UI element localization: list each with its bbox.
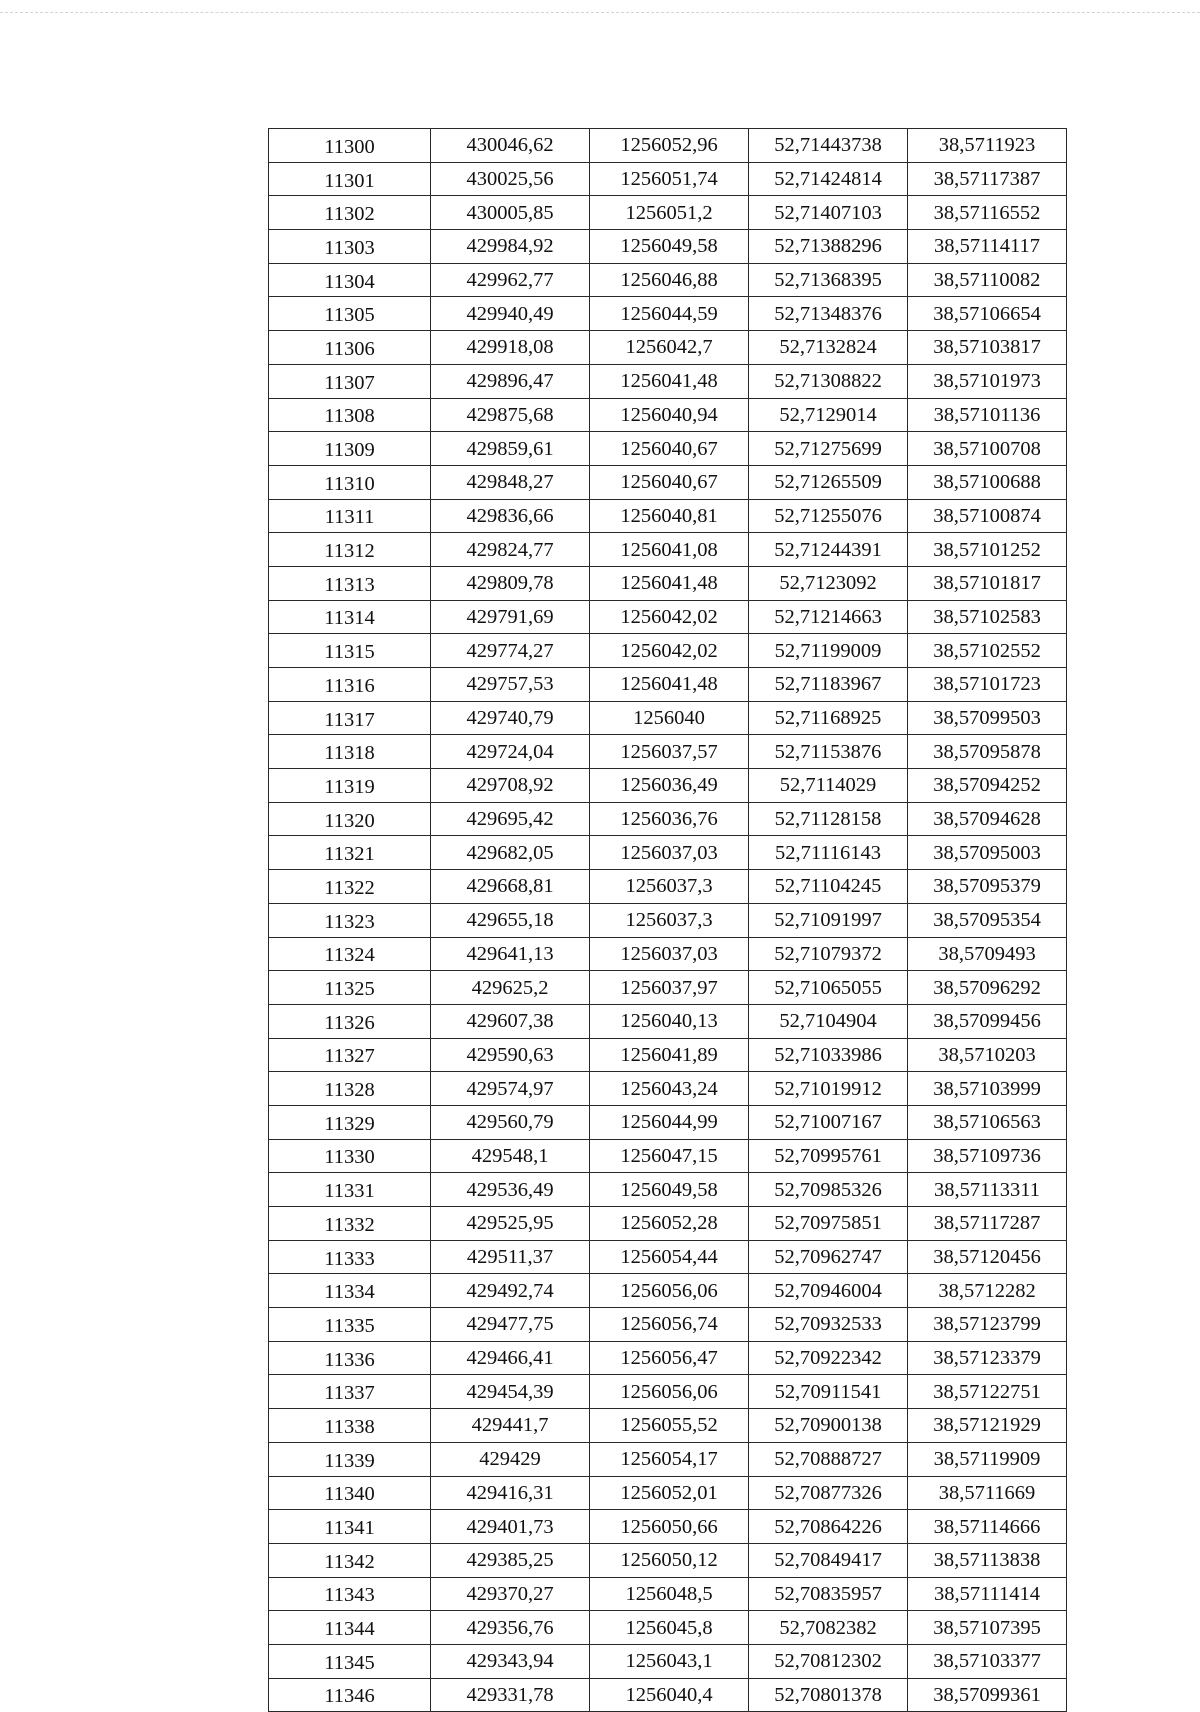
- longitude-cell: 38,57095878: [908, 735, 1067, 769]
- y-coordinate-cell: 1256051,74: [590, 162, 749, 196]
- y-coordinate-cell: 1256052,96: [590, 129, 749, 163]
- point-number-cell: 11341: [269, 1510, 431, 1544]
- longitude-cell: 38,57100874: [908, 499, 1067, 533]
- table-row: [269, 297, 1067, 331]
- x-coordinate-cell: 429560,79: [431, 1105, 590, 1139]
- point-number-cell: 11301: [269, 162, 431, 196]
- latitude-cell: 52,71275699: [749, 432, 908, 466]
- y-coordinate-cell: 1256040,67: [590, 432, 749, 466]
- point-number-cell: 11336: [269, 1341, 431, 1375]
- x-coordinate-cell: 429356,76: [431, 1611, 590, 1645]
- table-row: [269, 1308, 1067, 1342]
- table-row: [269, 196, 1067, 230]
- point-number-cell: 11344: [269, 1611, 431, 1645]
- x-coordinate-cell: 429824,77: [431, 533, 590, 567]
- point-number-cell: 11337: [269, 1375, 431, 1409]
- latitude-cell: 52,70932533: [749, 1308, 908, 1342]
- table-row: [269, 398, 1067, 432]
- table-row: [269, 533, 1067, 567]
- point-number-cell: 11324: [269, 937, 431, 971]
- longitude-cell: 38,57095354: [908, 903, 1067, 937]
- point-number-cell: 11304: [269, 263, 431, 297]
- table-row: [269, 364, 1067, 398]
- longitude-cell: 38,57101136: [908, 398, 1067, 432]
- table-row: [269, 1543, 1067, 1577]
- y-coordinate-cell: 1256056,06: [590, 1274, 749, 1308]
- x-coordinate-cell: 429548,1: [431, 1139, 590, 1173]
- y-coordinate-cell: 1256041,48: [590, 364, 749, 398]
- y-coordinate-cell: 1256043,24: [590, 1072, 749, 1106]
- table-row: [269, 432, 1067, 466]
- point-number-cell: 11335: [269, 1308, 431, 1342]
- table-row: [269, 701, 1067, 735]
- x-coordinate-cell: 429385,25: [431, 1543, 590, 1577]
- longitude-cell: 38,57119909: [908, 1442, 1067, 1476]
- table-row: [269, 1038, 1067, 1072]
- point-number-cell: 11326: [269, 1004, 431, 1038]
- y-coordinate-cell: 1256049,58: [590, 1173, 749, 1207]
- point-number-cell: 11308: [269, 398, 431, 432]
- longitude-cell: 38,57117387: [908, 162, 1067, 196]
- x-coordinate-cell: 429836,66: [431, 499, 590, 533]
- longitude-cell: 38,57100688: [908, 465, 1067, 499]
- table-row: [269, 769, 1067, 803]
- x-coordinate-cell: 429848,27: [431, 465, 590, 499]
- point-number-cell: 11327: [269, 1038, 431, 1072]
- table-row: [269, 1375, 1067, 1409]
- table-row: [269, 971, 1067, 1005]
- point-number-cell: 11302: [269, 196, 431, 230]
- latitude-cell: 52,71443738: [749, 129, 908, 163]
- table-row: [269, 903, 1067, 937]
- x-coordinate-cell: 429695,42: [431, 802, 590, 836]
- table-row: [269, 331, 1067, 365]
- longitude-cell: 38,57123799: [908, 1308, 1067, 1342]
- table-row: [269, 1611, 1067, 1645]
- latitude-cell: 52,70812302: [749, 1644, 908, 1678]
- point-number-cell: 11325: [269, 971, 431, 1005]
- x-coordinate-cell: 429331,78: [431, 1678, 590, 1712]
- table-row: [269, 1577, 1067, 1611]
- latitude-cell: 52,7129014: [749, 398, 908, 432]
- x-coordinate-cell: 430046,62: [431, 129, 590, 163]
- latitude-cell: 52,70888727: [749, 1442, 908, 1476]
- y-coordinate-cell: 1256041,48: [590, 668, 749, 702]
- point-number-cell: 11342: [269, 1543, 431, 1577]
- longitude-cell: 38,57114666: [908, 1510, 1067, 1544]
- x-coordinate-cell: 429708,92: [431, 769, 590, 803]
- longitude-cell: 38,57096292: [908, 971, 1067, 1005]
- table-row: [269, 1644, 1067, 1678]
- x-coordinate-cell: 429859,61: [431, 432, 590, 466]
- longitude-cell: 38,57109736: [908, 1139, 1067, 1173]
- latitude-cell: 52,70877326: [749, 1476, 908, 1510]
- point-number-cell: 11306: [269, 331, 431, 365]
- x-coordinate-cell: 430005,85: [431, 196, 590, 230]
- table-row: [269, 162, 1067, 196]
- latitude-cell: 52,70975851: [749, 1207, 908, 1241]
- table-row: [269, 1510, 1067, 1544]
- longitude-cell: 38,57101252: [908, 533, 1067, 567]
- table-row: [269, 1004, 1067, 1038]
- latitude-cell: 52,7082382: [749, 1611, 908, 1645]
- longitude-cell: 38,57094628: [908, 802, 1067, 836]
- table-row: [269, 263, 1067, 297]
- longitude-cell: 38,57095379: [908, 870, 1067, 904]
- longitude-cell: 38,57099503: [908, 701, 1067, 735]
- y-coordinate-cell: 1256055,52: [590, 1409, 749, 1443]
- table-row: [269, 735, 1067, 769]
- point-number-cell: 11314: [269, 600, 431, 634]
- latitude-cell: 52,70801378: [749, 1678, 908, 1712]
- latitude-cell: 52,71104245: [749, 870, 908, 904]
- latitude-cell: 52,71265509: [749, 465, 908, 499]
- longitude-cell: 38,5711669: [908, 1476, 1067, 1510]
- y-coordinate-cell: 1256037,03: [590, 836, 749, 870]
- latitude-cell: 52,71079372: [749, 937, 908, 971]
- latitude-cell: 52,71168925: [749, 701, 908, 735]
- table-row: [269, 937, 1067, 971]
- x-coordinate-cell: 429896,47: [431, 364, 590, 398]
- table-row: [269, 1240, 1067, 1274]
- x-coordinate-cell: 429791,69: [431, 600, 590, 634]
- x-coordinate-cell: 429774,27: [431, 634, 590, 668]
- table-row: [269, 870, 1067, 904]
- y-coordinate-cell: 1256040,67: [590, 465, 749, 499]
- longitude-cell: 38,57110082: [908, 263, 1067, 297]
- point-number-cell: 11311: [269, 499, 431, 533]
- latitude-cell: 52,7123092: [749, 566, 908, 600]
- point-number-cell: 11310: [269, 465, 431, 499]
- y-coordinate-cell: 1256050,66: [590, 1510, 749, 1544]
- longitude-cell: 38,5712282: [908, 1274, 1067, 1308]
- latitude-cell: 52,70946004: [749, 1274, 908, 1308]
- y-coordinate-cell: 1256048,5: [590, 1577, 749, 1611]
- latitude-cell: 52,7132824: [749, 331, 908, 365]
- point-number-cell: 11318: [269, 735, 431, 769]
- longitude-cell: 38,57106654: [908, 297, 1067, 331]
- y-coordinate-cell: 1256041,89: [590, 1038, 749, 1072]
- table-row: [269, 465, 1067, 499]
- y-coordinate-cell: 1256056,06: [590, 1375, 749, 1409]
- latitude-cell: 52,70985326: [749, 1173, 908, 1207]
- point-number-cell: 11319: [269, 769, 431, 803]
- y-coordinate-cell: 1256054,17: [590, 1442, 749, 1476]
- x-coordinate-cell: 429590,63: [431, 1038, 590, 1072]
- x-coordinate-cell: 429740,79: [431, 701, 590, 735]
- x-coordinate-cell: 429370,27: [431, 1577, 590, 1611]
- longitude-cell: 38,57103817: [908, 331, 1067, 365]
- y-coordinate-cell: 1256054,44: [590, 1240, 749, 1274]
- table-row: [269, 1139, 1067, 1173]
- latitude-cell: 52,71348376: [749, 297, 908, 331]
- longitude-cell: 38,5710203: [908, 1038, 1067, 1072]
- latitude-cell: 52,71368395: [749, 263, 908, 297]
- table-row: [269, 1274, 1067, 1308]
- y-coordinate-cell: 1256056,74: [590, 1308, 749, 1342]
- latitude-cell: 52,71214663: [749, 600, 908, 634]
- table-row: [269, 600, 1067, 634]
- latitude-cell: 52,71308822: [749, 364, 908, 398]
- longitude-cell: 38,57113311: [908, 1173, 1067, 1207]
- latitude-cell: 52,7114029: [749, 769, 908, 803]
- latitude-cell: 52,71065055: [749, 971, 908, 1005]
- x-coordinate-cell: 429757,53: [431, 668, 590, 702]
- point-number-cell: 11340: [269, 1476, 431, 1510]
- longitude-cell: 38,57099361: [908, 1678, 1067, 1712]
- x-coordinate-cell: 429641,13: [431, 937, 590, 971]
- point-number-cell: 11307: [269, 364, 431, 398]
- x-coordinate-cell: 429875,68: [431, 398, 590, 432]
- latitude-cell: 52,71033986: [749, 1038, 908, 1072]
- scan-top-rule: [0, 12, 1200, 13]
- point-number-cell: 11323: [269, 903, 431, 937]
- x-coordinate-cell: 429416,31: [431, 1476, 590, 1510]
- table-row: [269, 1207, 1067, 1241]
- point-number-cell: 11313: [269, 566, 431, 600]
- coordinates-table: [268, 128, 1067, 1712]
- y-coordinate-cell: 1256044,99: [590, 1105, 749, 1139]
- y-coordinate-cell: 1256037,03: [590, 937, 749, 971]
- longitude-cell: 38,57120456: [908, 1240, 1067, 1274]
- table-row: [269, 668, 1067, 702]
- longitude-cell: 38,57101973: [908, 364, 1067, 398]
- longitude-cell: 38,57107395: [908, 1611, 1067, 1645]
- latitude-cell: 52,71091997: [749, 903, 908, 937]
- x-coordinate-cell: 429655,18: [431, 903, 590, 937]
- point-number-cell: 11345: [269, 1644, 431, 1678]
- x-coordinate-cell: 429343,94: [431, 1644, 590, 1678]
- y-coordinate-cell: 1256037,57: [590, 735, 749, 769]
- point-number-cell: 11317: [269, 701, 431, 735]
- point-number-cell: 11333: [269, 1240, 431, 1274]
- table-row: [269, 499, 1067, 533]
- x-coordinate-cell: 429492,74: [431, 1274, 590, 1308]
- x-coordinate-cell: 429441,7: [431, 1409, 590, 1443]
- point-number-cell: 11309: [269, 432, 431, 466]
- longitude-cell: 38,57106563: [908, 1105, 1067, 1139]
- y-coordinate-cell: 1256040,94: [590, 398, 749, 432]
- point-number-cell: 11303: [269, 230, 431, 264]
- longitude-cell: 38,57103377: [908, 1644, 1067, 1678]
- y-coordinate-cell: 1256037,3: [590, 870, 749, 904]
- longitude-cell: 38,57121929: [908, 1409, 1067, 1443]
- longitude-cell: 38,57116552: [908, 196, 1067, 230]
- x-coordinate-cell: 429525,95: [431, 1207, 590, 1241]
- x-coordinate-cell: 429625,2: [431, 971, 590, 1005]
- y-coordinate-cell: 1256036,49: [590, 769, 749, 803]
- y-coordinate-cell: 1256049,58: [590, 230, 749, 264]
- x-coordinate-cell: 429536,49: [431, 1173, 590, 1207]
- y-coordinate-cell: 1256052,01: [590, 1476, 749, 1510]
- y-coordinate-cell: 1256040,81: [590, 499, 749, 533]
- table-row: [269, 1476, 1067, 1510]
- longitude-cell: 38,57094252: [908, 769, 1067, 803]
- longitude-cell: 38,5709493: [908, 937, 1067, 971]
- coordinates-table-body: [269, 129, 1067, 1712]
- latitude-cell: 52,71199009: [749, 634, 908, 668]
- point-number-cell: 11346: [269, 1678, 431, 1712]
- latitude-cell: 52,71153876: [749, 735, 908, 769]
- table-row: [269, 1678, 1067, 1712]
- y-coordinate-cell: 1256044,59: [590, 297, 749, 331]
- table-row: [269, 1072, 1067, 1106]
- y-coordinate-cell: 1256047,15: [590, 1139, 749, 1173]
- y-coordinate-cell: 1256050,12: [590, 1543, 749, 1577]
- x-coordinate-cell: 429809,78: [431, 566, 590, 600]
- y-coordinate-cell: 1256037,3: [590, 903, 749, 937]
- latitude-cell: 52,70911541: [749, 1375, 908, 1409]
- x-coordinate-cell: 429574,97: [431, 1072, 590, 1106]
- x-coordinate-cell: 429682,05: [431, 836, 590, 870]
- y-coordinate-cell: 1256042,02: [590, 600, 749, 634]
- y-coordinate-cell: 1256052,28: [590, 1207, 749, 1241]
- y-coordinate-cell: 1256043,1: [590, 1644, 749, 1678]
- longitude-cell: 38,57111414: [908, 1577, 1067, 1611]
- y-coordinate-cell: 1256041,48: [590, 566, 749, 600]
- latitude-cell: 52,71019912: [749, 1072, 908, 1106]
- x-coordinate-cell: 429940,49: [431, 297, 590, 331]
- point-number-cell: 11331: [269, 1173, 431, 1207]
- table-row: [269, 1341, 1067, 1375]
- point-number-cell: 11338: [269, 1409, 431, 1443]
- point-number-cell: 11320: [269, 802, 431, 836]
- point-number-cell: 11328: [269, 1072, 431, 1106]
- x-coordinate-cell: 429724,04: [431, 735, 590, 769]
- y-coordinate-cell: 1256040: [590, 701, 749, 735]
- latitude-cell: 52,70922342: [749, 1341, 908, 1375]
- table-row: [269, 1173, 1067, 1207]
- x-coordinate-cell: 429454,39: [431, 1375, 590, 1409]
- x-coordinate-cell: 429918,08: [431, 331, 590, 365]
- latitude-cell: 52,71116143: [749, 836, 908, 870]
- latitude-cell: 52,7104904: [749, 1004, 908, 1038]
- x-coordinate-cell: 430025,56: [431, 162, 590, 196]
- x-coordinate-cell: 429401,73: [431, 1510, 590, 1544]
- y-coordinate-cell: 1256041,08: [590, 533, 749, 567]
- latitude-cell: 52,71183967: [749, 668, 908, 702]
- x-coordinate-cell: 429984,92: [431, 230, 590, 264]
- point-number-cell: 11339: [269, 1442, 431, 1476]
- table-row: [269, 836, 1067, 870]
- y-coordinate-cell: 1256036,76: [590, 802, 749, 836]
- longitude-cell: 38,57113838: [908, 1543, 1067, 1577]
- longitude-cell: 38,57100708: [908, 432, 1067, 466]
- latitude-cell: 52,71255076: [749, 499, 908, 533]
- point-number-cell: 11316: [269, 668, 431, 702]
- longitude-cell: 38,57102552: [908, 634, 1067, 668]
- x-coordinate-cell: 429511,37: [431, 1240, 590, 1274]
- point-number-cell: 11315: [269, 634, 431, 668]
- x-coordinate-cell: 429477,75: [431, 1308, 590, 1342]
- longitude-cell: 38,57123379: [908, 1341, 1067, 1375]
- y-coordinate-cell: 1256037,97: [590, 971, 749, 1005]
- longitude-cell: 38,57122751: [908, 1375, 1067, 1409]
- longitude-cell: 38,57095003: [908, 836, 1067, 870]
- latitude-cell: 52,71388296: [749, 230, 908, 264]
- latitude-cell: 52,71407103: [749, 196, 908, 230]
- longitude-cell: 38,5711923: [908, 129, 1067, 163]
- longitude-cell: 38,57117287: [908, 1207, 1067, 1241]
- point-number-cell: 11305: [269, 297, 431, 331]
- longitude-cell: 38,57101723: [908, 668, 1067, 702]
- longitude-cell: 38,57099456: [908, 1004, 1067, 1038]
- latitude-cell: 52,71128158: [749, 802, 908, 836]
- y-coordinate-cell: 1256051,2: [590, 196, 749, 230]
- y-coordinate-cell: 1256045,8: [590, 1611, 749, 1645]
- x-coordinate-cell: 429962,77: [431, 263, 590, 297]
- x-coordinate-cell: 429466,41: [431, 1341, 590, 1375]
- table-row: [269, 1105, 1067, 1139]
- latitude-cell: 52,70835957: [749, 1577, 908, 1611]
- longitude-cell: 38,57103999: [908, 1072, 1067, 1106]
- latitude-cell: 52,70849417: [749, 1543, 908, 1577]
- x-coordinate-cell: 429668,81: [431, 870, 590, 904]
- point-number-cell: 11300: [269, 129, 431, 163]
- latitude-cell: 52,70864226: [749, 1510, 908, 1544]
- point-number-cell: 11343: [269, 1577, 431, 1611]
- point-number-cell: 11329: [269, 1105, 431, 1139]
- table-row: [269, 802, 1067, 836]
- table-row: [269, 566, 1067, 600]
- y-coordinate-cell: 1256040,13: [590, 1004, 749, 1038]
- longitude-cell: 38,57101817: [908, 566, 1067, 600]
- longitude-cell: 38,57114117: [908, 230, 1067, 264]
- point-number-cell: 11330: [269, 1139, 431, 1173]
- y-coordinate-cell: 1256040,4: [590, 1678, 749, 1712]
- x-coordinate-cell: 429607,38: [431, 1004, 590, 1038]
- point-number-cell: 11322: [269, 870, 431, 904]
- table-row: [269, 230, 1067, 264]
- y-coordinate-cell: 1256056,47: [590, 1341, 749, 1375]
- latitude-cell: 52,71424814: [749, 162, 908, 196]
- table-row: [269, 129, 1067, 163]
- latitude-cell: 52,70962747: [749, 1240, 908, 1274]
- latitude-cell: 52,70900138: [749, 1409, 908, 1443]
- point-number-cell: 11312: [269, 533, 431, 567]
- y-coordinate-cell: 1256046,88: [590, 263, 749, 297]
- table-row: [269, 634, 1067, 668]
- table-row: [269, 1409, 1067, 1443]
- latitude-cell: 52,71244391: [749, 533, 908, 567]
- y-coordinate-cell: 1256042,7: [590, 331, 749, 365]
- point-number-cell: 11332: [269, 1207, 431, 1241]
- point-number-cell: 11321: [269, 836, 431, 870]
- latitude-cell: 52,70995761: [749, 1139, 908, 1173]
- y-coordinate-cell: 1256042,02: [590, 634, 749, 668]
- point-number-cell: 11334: [269, 1274, 431, 1308]
- longitude-cell: 38,57102583: [908, 600, 1067, 634]
- latitude-cell: 52,71007167: [749, 1105, 908, 1139]
- table-row: [269, 1442, 1067, 1476]
- x-coordinate-cell: 429429: [431, 1442, 590, 1476]
